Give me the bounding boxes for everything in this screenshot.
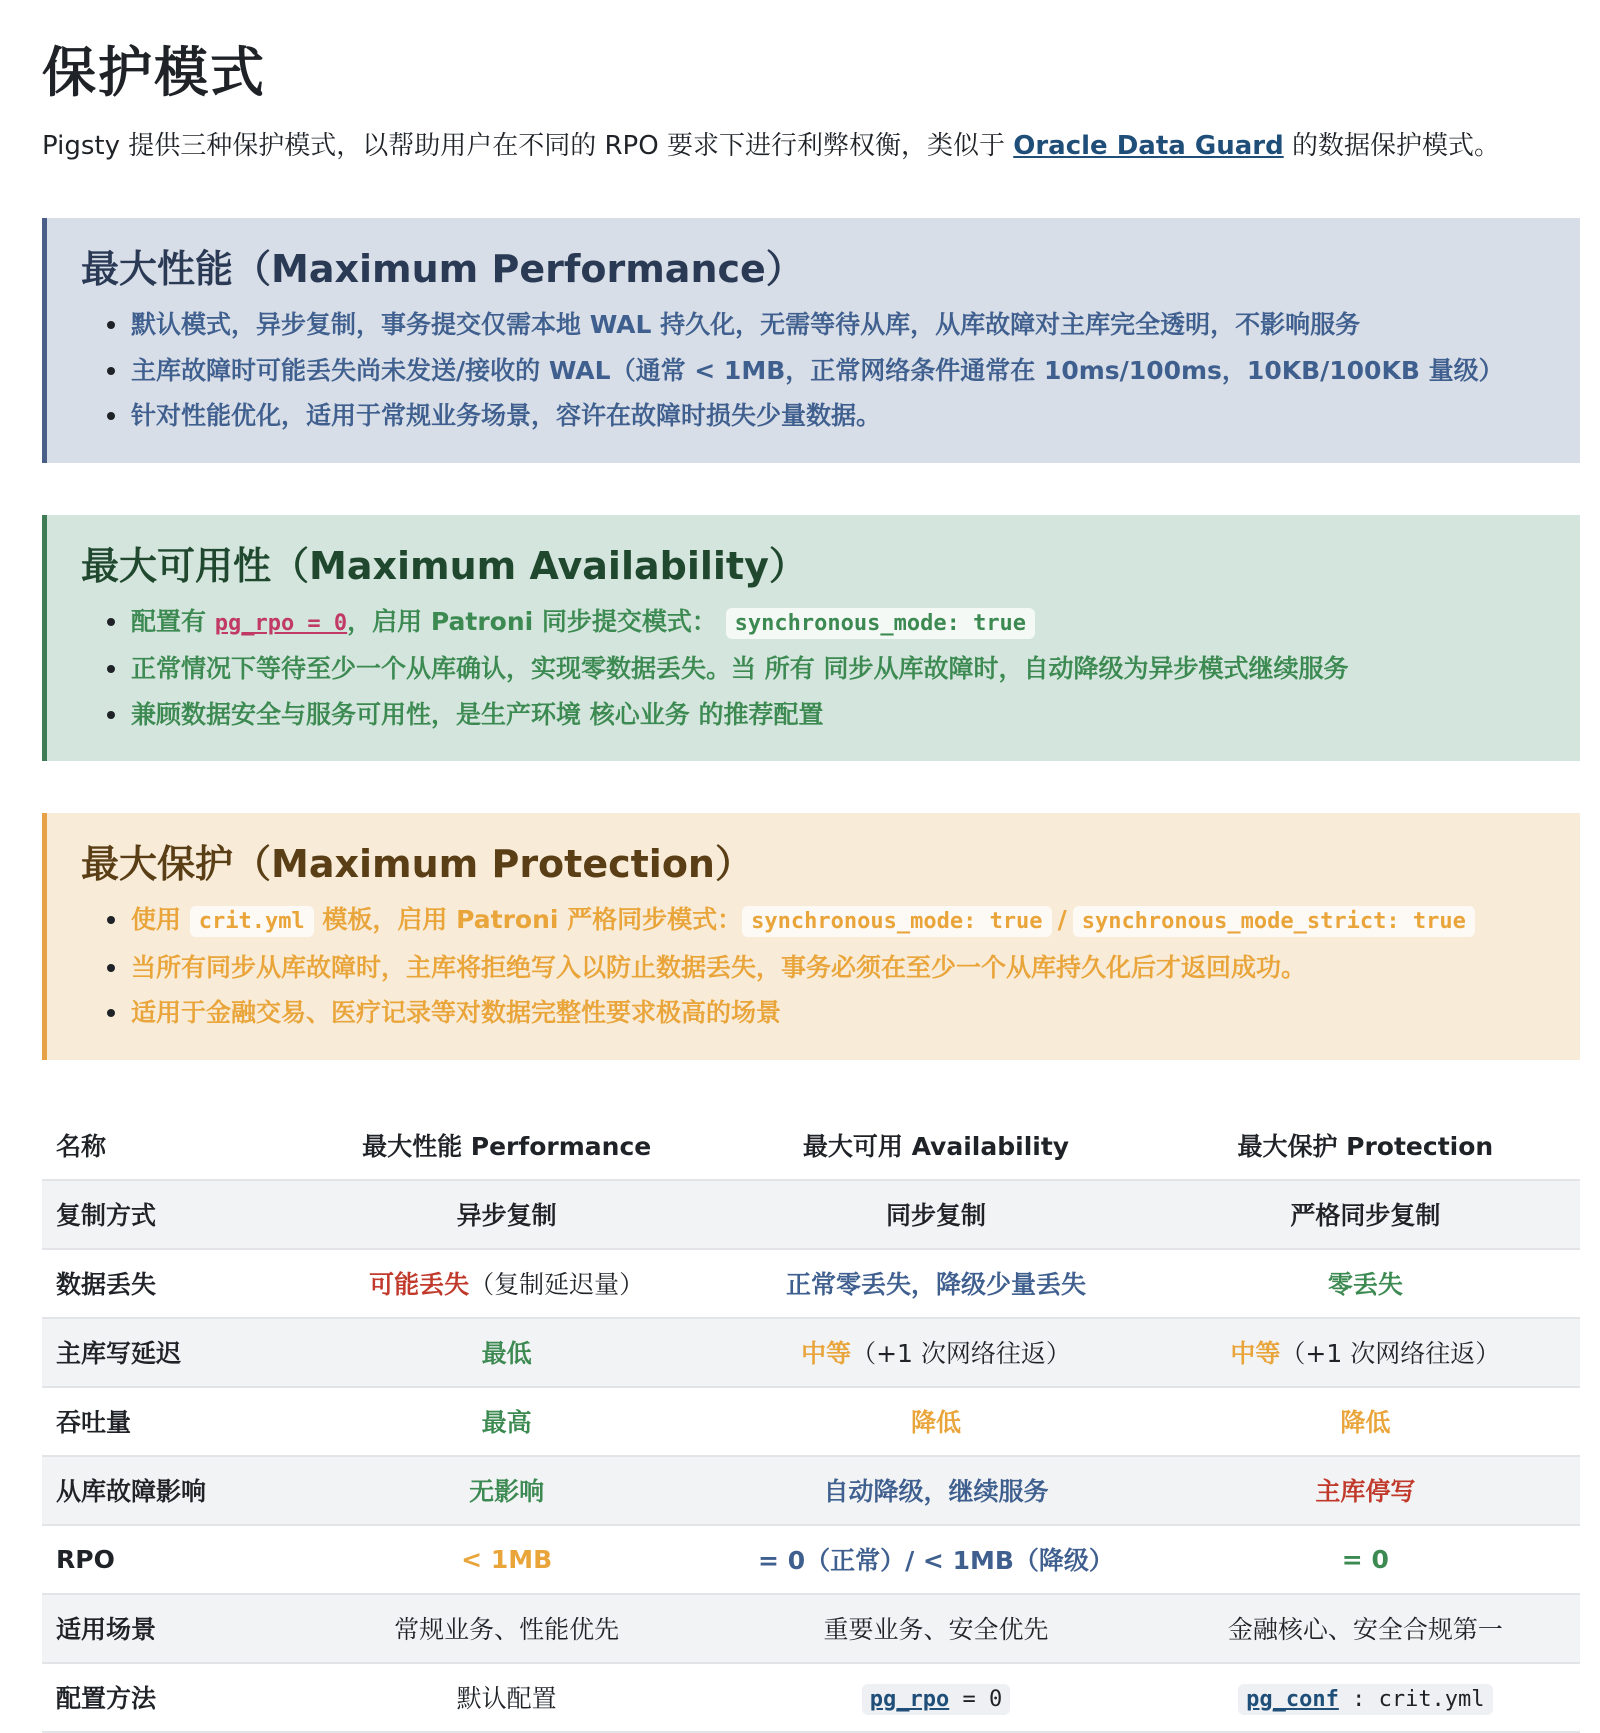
cell-highlight: 中等: [1230, 1339, 1281, 1368]
cell-highlight: 无影响: [469, 1477, 545, 1506]
cell-highlight: 零丢失: [1327, 1270, 1403, 1299]
table-cell: [1151, 1525, 1580, 1594]
row-label: 从库故障影响: [42, 1456, 292, 1525]
item-text: ，启用 Patroni 同步提交模式：: [347, 606, 717, 636]
table-cell: 金融核心、安全合规第一: [1151, 1594, 1580, 1663]
table-cell: 重要业务、安全优先: [721, 1594, 1150, 1663]
cell-note: （+1 次网络往返）: [851, 1339, 1071, 1368]
column-header: 最大可用 Availability: [721, 1112, 1150, 1180]
table-cell: 常规业务、性能优先: [292, 1594, 721, 1663]
row-label: 配置方法: [42, 1663, 292, 1732]
table-header-row: [42, 1112, 1580, 1180]
table-cell: [721, 1387, 1150, 1456]
code-operator: :: [1338, 1686, 1379, 1712]
list-item: [131, 599, 1580, 647]
callout-title: 最大保护（Maximum Protection）: [81, 842, 753, 886]
item-text: 正常情况下等待至少一个从库确认，实现零数据丢失。当: [131, 654, 765, 683]
intro-text-after: 的数据保护模式。: [1283, 131, 1500, 161]
table-row: [42, 1249, 1580, 1318]
cell-note: （复制延迟量）: [469, 1270, 645, 1299]
list-item: [131, 646, 1580, 692]
page-title: 保护模式: [42, 41, 266, 104]
cell-highlight: = 0: [1341, 1544, 1389, 1574]
config-code: [862, 1684, 1010, 1715]
pg-rpo-link[interactable]: pg_rpo: [869, 1686, 950, 1712]
cell-highlight: 中等: [801, 1339, 852, 1368]
table-cell: [721, 1663, 1150, 1732]
table-cell: [721, 1456, 1150, 1525]
pg-conf-link[interactable]: pg_conf: [1246, 1686, 1339, 1712]
item-text: 模板，启用 Patroni 严格同步模式：: [313, 905, 743, 934]
table-cell: 同步复制: [721, 1180, 1150, 1249]
callout-max-performance: [42, 218, 1580, 463]
cell-highlight: 正常零丢失，降级少量丢失: [785, 1270, 1086, 1299]
table-cell: 异步复制: [292, 1180, 721, 1249]
cell-highlight: 最低: [481, 1339, 532, 1368]
code-value: crit.yml: [1378, 1686, 1485, 1712]
row-label: RPO: [42, 1525, 292, 1594]
cell-highlight: < 1MB: [461, 1544, 553, 1574]
list-item: [131, 897, 1580, 945]
item-text: 当所有同步从库故障时，: [131, 952, 407, 982]
table-row: [42, 1318, 1580, 1387]
cell-note: （+1 次网络往返）: [1280, 1339, 1501, 1368]
callout-list: [81, 302, 1580, 439]
callout-max-availability: [42, 515, 1580, 762]
column-header: 最大性能 Performance: [292, 1112, 721, 1180]
table-cell: [292, 1387, 721, 1456]
table-row: [42, 1180, 1580, 1249]
config-code: [1238, 1684, 1492, 1715]
bold-text: 所有: [764, 654, 815, 683]
bold-text: 主库将拒绝写入: [406, 952, 582, 982]
column-header: 名称: [42, 1112, 292, 1180]
item-text: 兼顾数据安全与服务可用性，是生产环境: [131, 699, 590, 729]
inline-code: crit.yml: [190, 906, 314, 937]
row-label: 适用场景: [42, 1594, 292, 1663]
item-text: 主库故障时可能丢失尚未发送/接收的 WAL（通常 < 1MB，正常网络条件通常在 10ms/100ms，10KB/100KB 量级）: [131, 355, 1504, 385]
pg-rpo-link[interactable]: pg_rpo = 0: [214, 610, 348, 636]
item-text: 以防止数据丢失，事务必须在至少一个从库持久化后才返回成功。: [581, 952, 1307, 982]
bold-text: 核心业务: [589, 699, 690, 729]
code-value: 0: [988, 1686, 1003, 1712]
row-label: 主库写延迟: [42, 1318, 292, 1387]
comparison-table: [42, 1112, 1580, 1733]
table-cell: [721, 1318, 1150, 1387]
callout-max-protection: [42, 813, 1580, 1060]
row-label: 数据丢失: [42, 1249, 292, 1318]
separator: /: [1057, 905, 1067, 934]
row-label: 吞吐量: [42, 1387, 292, 1456]
callout-list: [81, 599, 1580, 738]
code-operator: =: [949, 1686, 989, 1712]
table-row: [42, 1387, 1580, 1456]
table-row: [42, 1663, 1580, 1732]
intro-text-before: Pigsty 提供三种保护模式，以帮助用户在不同的 RPO 要求下进行利弊权衡，类似于: [42, 131, 1014, 161]
intro-paragraph: [42, 126, 1558, 166]
table-cell: [1151, 1456, 1580, 1525]
table-cell: 严格同步复制: [1151, 1180, 1580, 1249]
table-cell: [292, 1249, 721, 1318]
oracle-data-guard-link[interactable]: Oracle Data Guard: [1013, 131, 1284, 161]
cell-highlight: 降低: [1340, 1408, 1391, 1437]
list-item: [131, 348, 1580, 394]
list-item: [131, 302, 1580, 348]
list-item: [131, 393, 1580, 439]
table-cell: [1151, 1663, 1580, 1732]
item-text: 同步从库故障时，: [814, 654, 1024, 683]
item-text: 适用于金融交易、医疗记录等对数据完整性要求极高的场景: [131, 998, 782, 1027]
table-cell: [721, 1525, 1150, 1594]
column-header: 最大保护 Protection: [1151, 1112, 1580, 1180]
table-cell: [292, 1456, 721, 1525]
cell-highlight: 降低: [910, 1408, 961, 1437]
inline-code: synchronous_mode_strict: true: [1073, 906, 1475, 937]
table-cell: [292, 1318, 721, 1387]
item-text: ，异步复制，事务提交仅需本地 WAL 持久化，无需等待从库，从库故障对主库完全透明，不影响服务: [231, 310, 1361, 339]
table-cell: 默认配置: [292, 1663, 721, 1732]
list-item: [131, 945, 1580, 991]
table-row: [42, 1456, 1580, 1525]
cell-highlight: 可能丢失: [369, 1270, 470, 1299]
cell-highlight: 自动降级，继续服务: [823, 1477, 1049, 1506]
table-cell: [1151, 1249, 1580, 1318]
item-text: 使用: [131, 905, 190, 934]
table-row: [42, 1594, 1580, 1663]
cell-highlight: 最高: [481, 1408, 532, 1437]
list-item: [131, 692, 1580, 738]
callout-title: 最大可用性（Maximum Availability）: [81, 543, 807, 588]
list-item: [131, 990, 1580, 1036]
table-cell: [292, 1525, 721, 1594]
cell-highlight: 主库停写: [1315, 1477, 1416, 1506]
item-text: 针对性能优化，适用于常规业务场景，容许在故障时损失少量数据。: [131, 401, 882, 430]
inline-code: synchronous_mode: true: [742, 906, 1051, 937]
item-text: 的推荐配置: [689, 699, 824, 729]
table-cell: [1151, 1387, 1580, 1456]
callout-title: 最大性能（Maximum Performance）: [81, 247, 804, 291]
callout-list: [81, 897, 1580, 1036]
table-cell: [721, 1249, 1150, 1318]
bold-text: 自动降级为异步模式继续服务: [1023, 654, 1349, 683]
bold-text: 默认模式: [131, 310, 232, 339]
cell-highlight: = 0（正常）/ < 1MB（降级）: [758, 1546, 1114, 1575]
inline-code: synchronous_mode: true: [726, 608, 1035, 639]
item-text: 配置有: [131, 606, 215, 636]
table-row: [42, 1525, 1580, 1594]
row-label: 复制方式: [42, 1180, 292, 1249]
table-cell: [1151, 1318, 1580, 1387]
